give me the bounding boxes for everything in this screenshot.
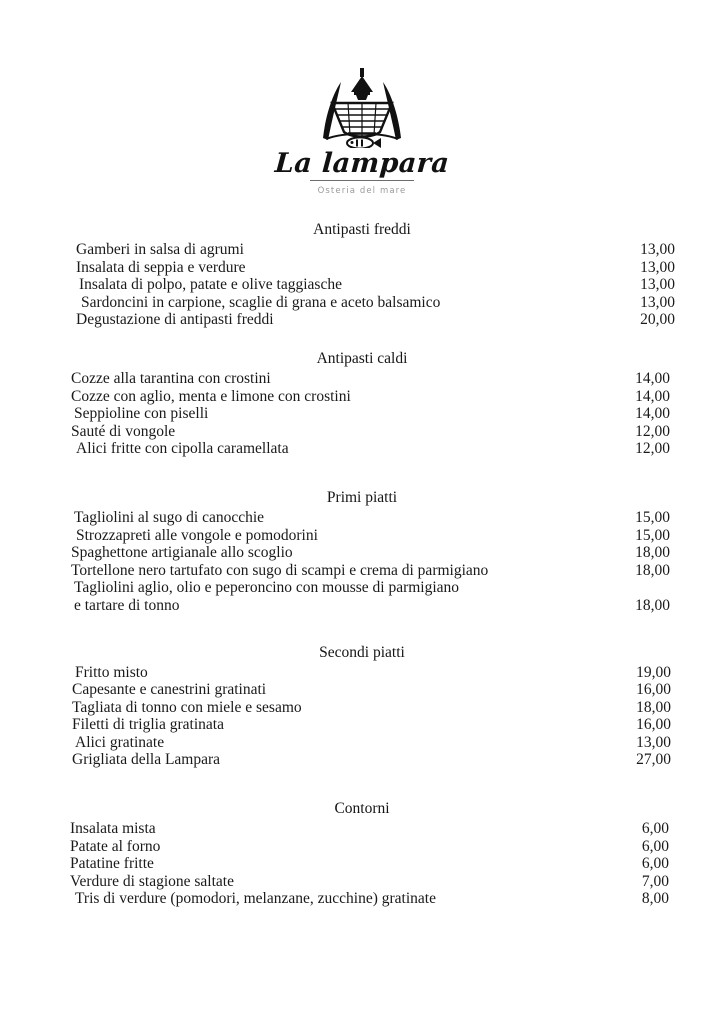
lamp-boat-fish-icon [310, 62, 414, 148]
menu-item-price: 13,00 [640, 241, 675, 258]
menu-item-name: Tagliata di tonno con miele e sesamo [72, 698, 302, 716]
menu-item-name: Patate al forno [70, 837, 161, 855]
section-title: Primi piatti [326, 488, 398, 506]
menu-item [72, 698, 671, 717]
menu-item-price: 13,00 [640, 258, 675, 276]
menu-item-price: 14,00 [635, 387, 670, 405]
menu-item-list [71, 369, 670, 458]
logo-tagline: Osteria del mare [317, 186, 407, 196]
menu-item-name: Grigliata della Lampara [72, 751, 221, 769]
menu-item-name: Fritto misto [75, 663, 148, 681]
menu-item [71, 422, 670, 441]
menu-item [71, 526, 670, 545]
menu-item-list [76, 241, 675, 329]
menu-item-price: 16,00 [636, 716, 671, 734]
menu-item [76, 293, 675, 312]
menu-item-name: Insalata mista [70, 820, 156, 838]
menu-item-name: Strozzapreti alle vongole e pomodorini [76, 526, 318, 544]
menu-item-price: 6,00 [641, 820, 669, 838]
menu-section-antipasti-caldi [62, 349, 670, 458]
restaurant-logo [0, 0, 724, 196]
menu-item [72, 663, 671, 682]
menu-item-price: 6,00 [641, 855, 669, 873]
menu-item [70, 855, 669, 873]
menu-item [71, 369, 670, 388]
menu-item-price: 20,00 [640, 311, 675, 329]
menu-item [71, 405, 670, 423]
menu-item-name: Sauté di vongole [71, 422, 176, 440]
menu-item-price: 14,00 [635, 405, 670, 423]
section-title: Contorni [334, 800, 390, 818]
menu-item [76, 258, 675, 277]
menu-item-name-line2: e tartare di tonno [74, 596, 180, 614]
section-title: Antipasti caldi [316, 349, 408, 367]
menu-item-name: Verdure di stagione saltate [70, 872, 234, 890]
menu-item-price: 13,00 [640, 276, 675, 294]
menu-item [71, 544, 670, 562]
menu-item-price: 19,00 [636, 663, 671, 681]
menu-item-name: Gamberi in salsa di agrumi [76, 241, 244, 258]
menu-item [70, 890, 669, 908]
menu-item-price: 18,00 [636, 698, 671, 716]
logo-wordmark: La lampara [273, 148, 451, 179]
menu-item-name: Cozze con aglio, menta e limone con crostini [71, 387, 351, 405]
menu-item-name: Tagliolini aglio, olio e peperoncino con mousse di parmigiano [74, 579, 460, 597]
menu-item-name: Spaghettone artigianale allo scoglio [71, 544, 293, 562]
menu-item [70, 837, 669, 856]
menu-item-name: Sardoncini in carpione, scaglie di grana e aceto balsamico [81, 293, 441, 311]
menu-item-name: Insalata di polpo, patate e olive taggiasche [79, 276, 342, 294]
menu-item-list [70, 820, 669, 908]
menu-item-name: Tagliolini al sugo di canocchie [74, 508, 265, 526]
menu-item-price: 7,00 [641, 872, 669, 890]
menu-item-name: Degustazione di antipasti freddi [76, 311, 274, 329]
menu-item [72, 716, 671, 734]
menu-item-price: 13,00 [636, 733, 671, 751]
menu-section-primi-piatti [62, 488, 670, 615]
menu-item-price: 12,00 [635, 440, 670, 458]
menu-item-price: 15,00 [635, 508, 670, 526]
section-title: Antipasti freddi [313, 221, 411, 238]
menu-item-name: Tortellone nero tartufato con sugo di scampi e crema di parmigiano [71, 561, 489, 579]
menu-item-name: Tris di verdure (pomodori, melanzane, zucchine) gratinate [75, 890, 436, 908]
menu-item-list [71, 508, 670, 615]
menu-item [71, 579, 670, 614]
menu-item-name: Filetti di triglia gratinata [72, 716, 224, 734]
menu-item-price: 18,00 [635, 561, 670, 579]
menu-item-name: Patatine fritte [70, 855, 154, 873]
menu-item-name: Cozze alla tarantina con crostini [71, 369, 271, 387]
menu-item-name: Capesante e canestrini gratinati [72, 681, 267, 699]
logo-divider [310, 180, 414, 181]
menu-section-antipasti-freddi [62, 220, 675, 329]
menu-item [72, 751, 671, 769]
menu-item-price: 13,00 [640, 293, 675, 311]
menu-item-price: 8,00 [641, 890, 669, 908]
menu-item-name: Alici gratinate [75, 733, 165, 751]
menu-section-contorni [62, 799, 669, 908]
menu-item-price: 14,00 [635, 369, 670, 387]
menu-item [71, 387, 670, 406]
menu-item-name: Alici fritte con cipolla caramellata [76, 440, 289, 458]
menu-item-price: 6,00 [641, 837, 669, 855]
menu-item [71, 561, 670, 580]
menu-item [70, 872, 669, 891]
menu-sections [62, 196, 675, 908]
menu-item-price: 12,00 [635, 422, 670, 440]
menu-item [76, 311, 675, 329]
menu-item [72, 681, 671, 699]
menu-item-name: Seppioline con piselli [74, 405, 209, 423]
menu-item-price: 18,00 [635, 544, 670, 562]
menu-item [76, 276, 675, 294]
menu-item [70, 820, 669, 838]
menu-item [76, 241, 675, 259]
menu-item-price: 16,00 [636, 681, 671, 699]
menu-section-secondi-piatti [62, 643, 671, 770]
menu-item-price: 15,00 [635, 526, 670, 544]
menu-item [71, 508, 670, 527]
menu-item-name: Insalata di seppia e verdure [76, 258, 246, 276]
menu-item-price: 27,00 [636, 751, 671, 769]
menu-item-list [72, 663, 671, 770]
section-title: Secondi piatti [319, 643, 405, 661]
menu-item-price: 18,00 [635, 596, 670, 614]
menu-item [71, 440, 670, 458]
menu-item [72, 733, 671, 752]
